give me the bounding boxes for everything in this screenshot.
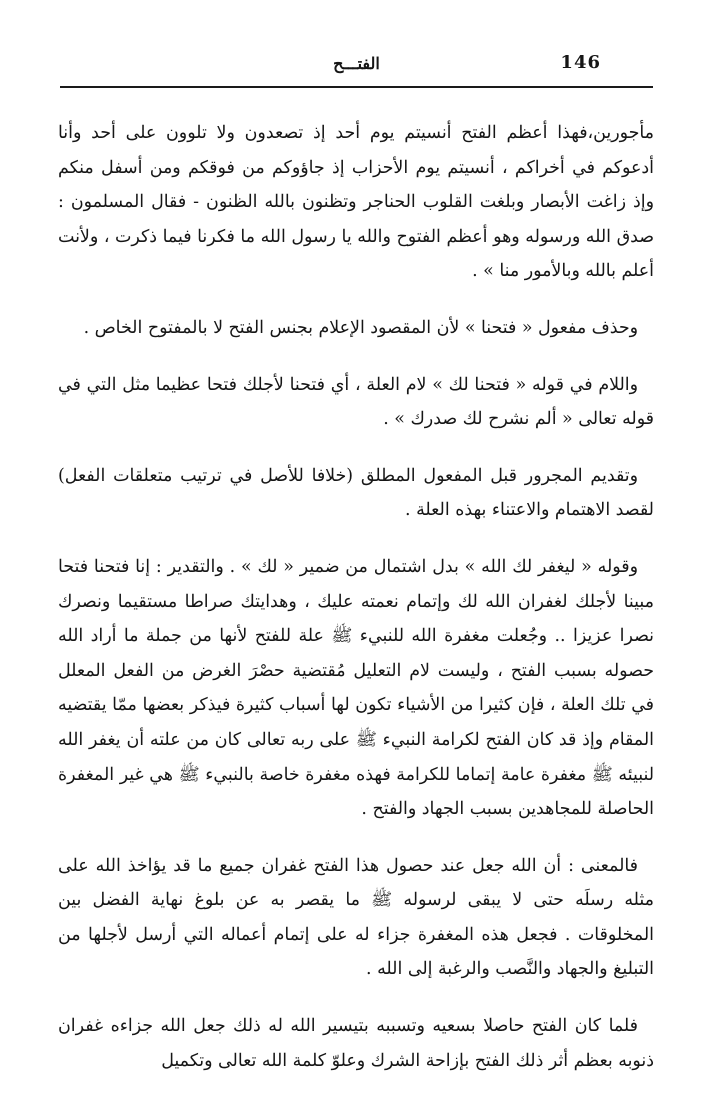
paragraph-forgiveness: وقوله « ليغفر لك الله » بدل اشتمال من ضمير « لك » . والتقدير : إنا فتحنا فتحا مبينا لأجلك لغفران الله لك وإتمام نعمته عليك ، وهدايتك صراطا مستقيما ونصرك نصرا عزيزا .. وجُعلت مغفرة الله للنبيء ﷺ علة للفتح لأنها من جملة ما أراد الله حصوله بسبب الفتح ، وليست لام التعليل مُقتضية حصْرَ الغرض من الفعل المعلل في تلك العلة ، فإن كثيرا من الأشياء تكون لها أسباب كثيرة فيذكر بعضها ممّا يقتضيه المقام وإذ قد كان الفتح لكرامة النبيء ﷺ على ربه تعالى كان من علته أن يغفر الله لنبيئه ﷺ مغفرة عامة إتماما للكرامة فهذه مغفرة خاصة بالنبيء ﷺ هي غير المغفرة الحاصلة للمجاهدين بسبب الجهاد والفتح .: [58, 556, 654, 820]
paragraph-precedence: وتقديم المجرور قبل المفعول المطلق (خلافا للأصل في ترتيب متعلقات الفعل) لقصد الاهتمام والاعتناء بهذه العلة .: [58, 465, 654, 521]
paragraph-lam-cause: واللام في قوله « فتحنا لك » لام العلة ، أي فتحنا لأجلك فتحا عظيما مثل التي في قوله تعالى « ألم نشرح لك صدرك » .: [58, 374, 654, 430]
running-title: الفتـــح: [333, 54, 380, 73]
page-header: [60, 52, 653, 88]
paragraph-conclusion: فلما كان الفتح حاصلا بسعيه وتسببه بتيسير الله له ذلك جعل الله جزاءه غفران ذنوبه بعظم أثر ذلك الفتح بإزاحة الشرك وعلوّ كلمة الله تعالى وتكميل: [58, 1016, 654, 1071]
page-number: 146: [560, 52, 601, 73]
paragraph-object-omission: وحذف مفعول « فتحنا » لأن المقصود الإعلام بجنس الفتح لا بالمفتوح الخاص .: [83, 317, 638, 338]
paragraph-meaning: فالمعنى : أن الله جعل عند حصول هذا الفتح غفران جميع ما قد يؤاخذ الله على مثله رسلَه حتى لا يبقى لرسوله ﷺ ما يقصر به عن بلوغ نهاية الفضل بين المخلوقات . فجعل هذه المغفرة جزاء له على إتمام أعماله التي أرسل لأجلها من التبليغ والجهاد والنَّصب والرغبة إلى الله .: [58, 855, 654, 980]
body-text: [58, 116, 654, 1100]
paragraph-continuation: مأجورين،فهذا أعظم الفتح أنسيتم يوم أحد إذ تصعدون ولا تلوون على أحد وأنا أدعوكم في أخراكم ، أنسيتم يوم الأحزاب إذ جاؤوكم من فوقكم ومن أسفل منكم وإذ زاغت الأبصار وبلغت القلوب الحناجر وتظنون بالله الظنون - فقال المسلمون : صدق الله ورسوله وهو أعظم الفتوح والله يا رسول الله ما فكرنا فيما ذكرت ، ولأنت أعلم بالله وبالأمور منا » .: [58, 123, 654, 282]
